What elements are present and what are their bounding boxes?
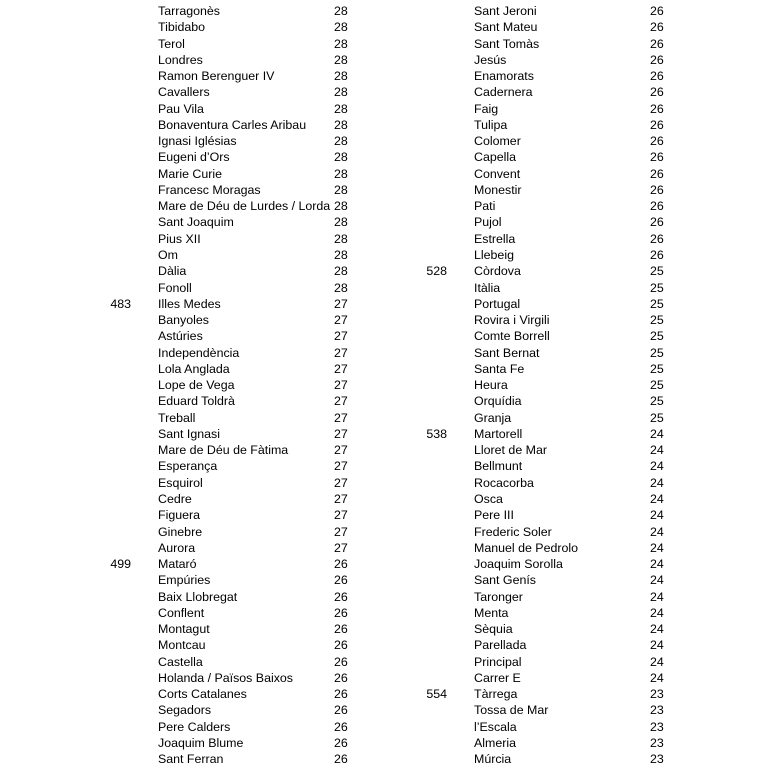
count-cell: 23 [650, 719, 664, 734]
count-cell: 26 [650, 215, 664, 230]
street-name: Carrer E [474, 670, 521, 685]
street-name: Orquídia [474, 394, 522, 409]
street-name: Ramon Berenguer IV [158, 69, 275, 84]
count-cell: 24 [650, 622, 664, 637]
street-name: Capella [474, 150, 517, 165]
street-name: Segadors [158, 703, 212, 718]
count-cell: 28 [334, 36, 348, 51]
count-cell: 26 [334, 573, 348, 588]
count-cell: 28 [334, 52, 348, 67]
count-cell: 28 [334, 215, 348, 230]
street-name: Lope de Vega [158, 378, 235, 393]
street-name: Montcau [158, 638, 206, 653]
count-cell: 26 [650, 20, 664, 35]
count-cell: 26 [334, 703, 348, 718]
count-cell: 27 [334, 508, 348, 523]
street-name: Mare de Déu de Fàtima [158, 443, 289, 458]
street-name: Parellada [474, 638, 527, 653]
street-name: Eduard Toldrà [158, 394, 235, 409]
count-cell: 25 [650, 345, 664, 360]
rank-cell: 483 [110, 296, 131, 311]
count-cell: 27 [334, 361, 348, 376]
count-cell: 26 [650, 247, 664, 262]
count-cell: 26 [334, 589, 348, 604]
street-name: Pujol [474, 215, 502, 230]
street-name: Terol [158, 36, 185, 51]
rank-cell: 538 [426, 426, 447, 441]
count-cell: 26 [650, 85, 664, 100]
street-name: Tarragonès [158, 4, 220, 18]
count-cell: 24 [650, 508, 664, 523]
street-name: Còrdova [474, 264, 521, 279]
street-name: Tulipa [474, 117, 508, 132]
count-cell: 26 [650, 134, 664, 149]
rank-cell: 554 [426, 687, 447, 702]
street-name: Faig [474, 101, 499, 116]
street-name: Pius XII [158, 231, 201, 246]
street-name: Marie Curie [158, 166, 223, 181]
street-name: Conflent [158, 605, 205, 620]
street-name: Sèquia [474, 622, 513, 637]
street-name: Múrcia [474, 752, 512, 767]
street-name: Sant Bernat [474, 345, 540, 360]
count-cell: 28 [334, 182, 348, 197]
count-cell: 26 [334, 670, 348, 685]
count-cell: 23 [650, 703, 664, 718]
street-name: Joaquim Blume [158, 735, 244, 750]
count-cell: 24 [650, 524, 664, 539]
count-cell: 27 [334, 475, 348, 490]
street-name: Llebeig [474, 247, 514, 262]
street-name: Eugeni d’Ors [158, 150, 230, 165]
street-name: Mare de Déu de Lurdes / Lorda [158, 199, 331, 214]
street-name: Heura [474, 378, 508, 393]
count-cell: 28 [334, 231, 348, 246]
street-name: Monestir [474, 182, 522, 197]
count-cell: 23 [650, 752, 664, 767]
street-name: Convent [474, 166, 521, 181]
count-cell: 26 [334, 719, 348, 734]
street-name: Rovira i Virgili [474, 313, 550, 328]
count-cell: 24 [650, 605, 664, 620]
count-cell: 26 [334, 687, 348, 702]
street-name: Banyoles [158, 313, 209, 328]
count-cell: 24 [650, 443, 664, 458]
count-cell: 26 [334, 557, 348, 572]
street-name: Sant Genís [474, 573, 536, 588]
count-cell: 27 [334, 443, 348, 458]
street-name: Estrella [474, 231, 516, 246]
street-name: Joaquim Sorolla [474, 557, 563, 572]
count-cell: 24 [650, 589, 664, 604]
street-name: Sant Ferran [158, 752, 224, 767]
count-cell: 26 [334, 622, 348, 637]
street-name: Dàlia [158, 264, 187, 279]
count-cell: 25 [650, 296, 664, 311]
rank-cell: 499 [110, 557, 131, 572]
count-cell: 24 [650, 491, 664, 506]
count-cell: 26 [650, 101, 664, 116]
street-name: Corts Catalanes [158, 687, 247, 702]
count-cell: 24 [650, 638, 664, 653]
street-name: Tàrrega [474, 687, 518, 702]
street-name: Esquirol [158, 475, 203, 490]
count-cell: 24 [650, 557, 664, 572]
street-name: Astúries [158, 329, 203, 344]
count-cell: 25 [650, 410, 664, 425]
street-name: Cavallers [158, 85, 210, 100]
street-name: Principal [474, 654, 522, 669]
street-name: Sant Ignasi [158, 426, 220, 441]
count-cell: 27 [334, 345, 348, 360]
count-cell: 28 [334, 150, 348, 165]
count-cell: 24 [650, 540, 664, 555]
count-cell: 27 [334, 410, 348, 425]
street-name: Figuera [158, 508, 201, 523]
count-cell: 27 [334, 394, 348, 409]
count-cell: 24 [650, 573, 664, 588]
count-cell: 26 [650, 69, 664, 84]
count-cell: 24 [650, 654, 664, 669]
street-name: Sant Mateu [474, 20, 538, 35]
street-name: Francesc Moragas [158, 182, 261, 197]
street-name: Cadernera [474, 85, 533, 100]
count-cell: 24 [650, 426, 664, 441]
street-name: Comte Borrell [474, 329, 550, 344]
street-name: Sant Tomàs [474, 36, 540, 51]
street-name: Montagut [158, 622, 210, 637]
count-cell: 28 [334, 101, 348, 116]
street-name: Ginebre [158, 524, 203, 539]
count-cell: 27 [334, 491, 348, 506]
count-cell: 24 [650, 475, 664, 490]
count-cell: 25 [650, 313, 664, 328]
street-name: Manuel de Pedrolo [474, 540, 579, 555]
rank-cell: 528 [426, 264, 447, 279]
street-name: Tossa de Mar [474, 703, 549, 718]
count-cell: 27 [334, 378, 348, 393]
street-name: Ignasi Iglésias [158, 134, 237, 149]
street-name: Holanda / Països Baixos [158, 670, 293, 685]
count-cell: 27 [334, 313, 348, 328]
street-name: Illes Medes [158, 296, 221, 311]
street-name: Taronger [474, 589, 523, 604]
street-name: Treball [158, 410, 196, 425]
count-cell: 25 [650, 280, 664, 295]
street-name: Londres [158, 52, 203, 67]
street-name: Sant Jeroni [474, 4, 537, 18]
street-name: Santa Fe [474, 361, 525, 376]
count-cell: 26 [650, 36, 664, 51]
count-cell: 28 [334, 199, 348, 214]
street-name: Baix Llobregat [158, 589, 238, 604]
street-name: Aurora [158, 540, 196, 555]
street-name: Fonoll [158, 280, 192, 295]
street-name: Bonaventura Carles Aribau [158, 117, 307, 132]
street-name: Itàlia [474, 280, 501, 295]
count-cell: 26 [650, 199, 664, 214]
street-name: Cedre [158, 491, 192, 506]
count-cell: 25 [650, 264, 664, 279]
count-cell: 28 [334, 4, 348, 18]
street-name: Martorell [474, 426, 523, 441]
street-name: Empúries [158, 573, 211, 588]
street-name: Lloret de Mar [474, 443, 548, 458]
street-name: Independència [158, 345, 240, 360]
street-name: l’Escala [474, 719, 517, 734]
street-name: Portugal [474, 296, 521, 311]
count-cell: 28 [334, 117, 348, 132]
street-name: Castella [158, 654, 203, 669]
count-cell: 26 [650, 4, 664, 18]
count-cell: 27 [334, 329, 348, 344]
street-name: Jesús [474, 52, 507, 67]
count-cell: 25 [650, 329, 664, 344]
count-cell: 26 [334, 605, 348, 620]
count-cell: 27 [334, 524, 348, 539]
street-name: Osca [474, 491, 503, 506]
count-cell: 28 [334, 280, 348, 295]
count-cell: 26 [650, 117, 664, 132]
count-cell: 28 [334, 264, 348, 279]
count-cell: 28 [334, 85, 348, 100]
count-cell: 26 [334, 735, 348, 750]
count-cell: 26 [334, 752, 348, 767]
count-cell: 25 [650, 394, 664, 409]
count-cell: 25 [650, 361, 664, 376]
street-name: Sant Joaquim [158, 215, 234, 230]
count-cell: 26 [650, 150, 664, 165]
street-name: Mataró [158, 557, 197, 572]
street-name: Granja [474, 410, 512, 425]
count-cell: 26 [650, 231, 664, 246]
count-cell: 26 [650, 182, 664, 197]
count-cell: 27 [334, 540, 348, 555]
count-cell: 28 [334, 134, 348, 149]
count-cell: 26 [334, 638, 348, 653]
street-name: Lola Anglada [158, 361, 230, 376]
count-cell: 28 [334, 166, 348, 181]
count-cell: 27 [334, 296, 348, 311]
count-cell: 24 [650, 670, 664, 685]
count-cell: 26 [650, 166, 664, 181]
street-name: Tibidabo [158, 20, 206, 35]
count-cell: 28 [334, 20, 348, 35]
street-name: Enamorats [474, 69, 534, 84]
street-name: Rocacorba [474, 475, 534, 490]
street-name: Bellmunt [474, 459, 523, 474]
street-name: Pati [474, 199, 496, 214]
street-name: Om [158, 247, 178, 262]
count-cell: 25 [650, 378, 664, 393]
street-name: Frederic Soler [474, 524, 552, 539]
count-cell: 24 [650, 459, 664, 474]
street-name: Pere III [474, 508, 514, 523]
street-name: Pere Calders [158, 719, 231, 734]
count-cell: 27 [334, 426, 348, 441]
count-cell: 27 [334, 459, 348, 474]
count-cell: 26 [650, 52, 664, 67]
count-cell: 28 [334, 247, 348, 262]
street-name: Almeria [474, 735, 516, 750]
street-name: Esperança [158, 459, 218, 474]
count-cell: 23 [650, 735, 664, 750]
street-name: Colomer [474, 134, 521, 149]
street-name: Menta [474, 605, 509, 620]
street-name: Pau Vila [158, 101, 204, 116]
count-cell: 28 [334, 69, 348, 84]
count-cell: 23 [650, 687, 664, 702]
count-cell: 26 [334, 654, 348, 669]
